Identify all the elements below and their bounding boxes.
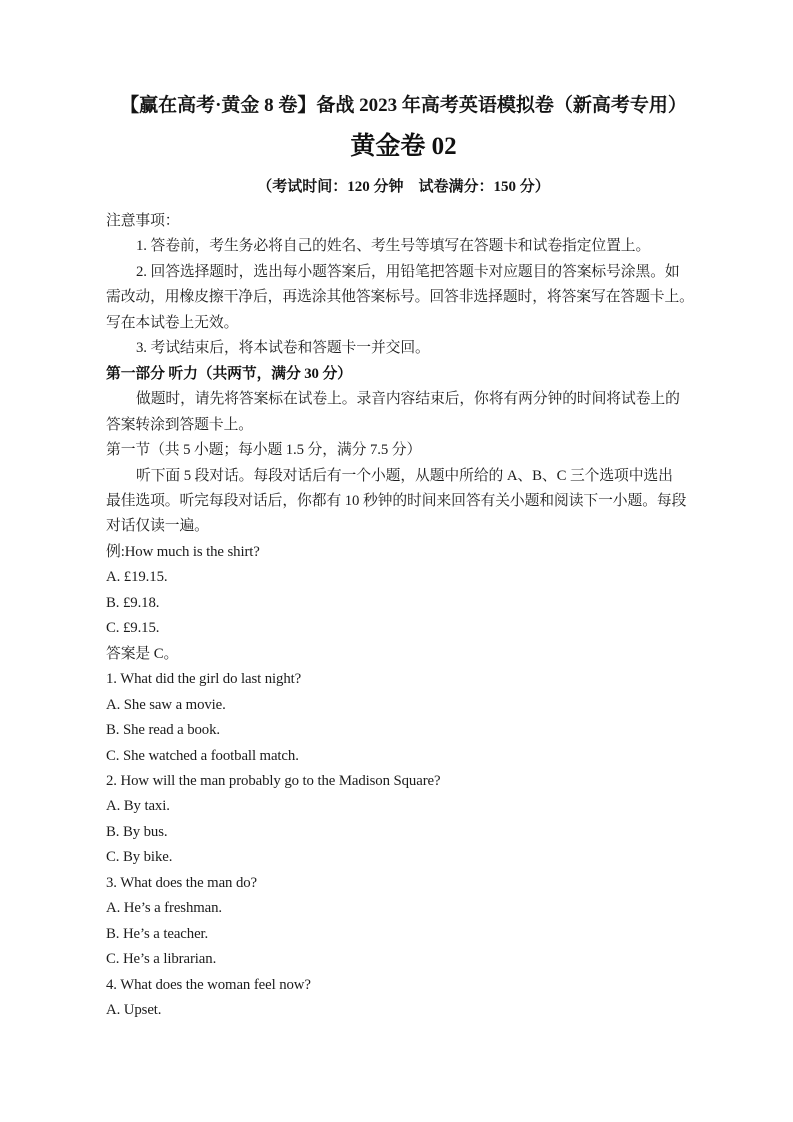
doc-line: C. She watched a football match. <box>106 747 299 764</box>
doc-line: 听下面 5 段对话。每段对话后有一个小题，从题中所给的 A、B、C 三个选项中选出 <box>136 467 673 484</box>
document-body <box>106 209 701 1024</box>
doc-line: 例:How much is the shirt? <box>106 543 260 560</box>
doc-line: C. £9.15. <box>106 620 160 637</box>
doc-line: 最佳选项。听完每段对话后，你都有 10 秒钟的时间来回答有关小题和阅读下一小题。每段 <box>106 492 687 509</box>
doc-line: A. Upset. <box>106 1002 162 1019</box>
doc-line: 3. 考试结束后，将本试卷和答题卡一并交回。 <box>136 340 430 357</box>
doc-line: C. He’s a librarian. <box>106 951 217 968</box>
doc-line: 2. 回答选择题时，选出每小题答案后，用铅笔把答题卡对应题目的答案标号涂黑。如 <box>136 263 680 280</box>
doc-line: 需改动，用橡皮擦干净后，再选涂其他答案标号。回答非选择题时，将答案写在答题卡上。 <box>106 289 694 306</box>
doc-line: A. He’s a freshman. <box>106 900 223 917</box>
doc-line: 2. How will the man probably go to the Madison Square? <box>106 772 441 789</box>
doc-line: A. By taxi. <box>106 798 170 815</box>
doc-line: B. He’s a teacher. <box>106 925 209 942</box>
doc-line: 1. What did the girl do last night? <box>106 671 302 688</box>
doc-line: B. £9.18. <box>106 594 160 611</box>
doc-line: 写在本试卷上无效。 <box>106 314 239 331</box>
doc-line: A. £19.15. <box>106 569 168 586</box>
doc-line: 4. What does the woman feel now? <box>106 976 311 993</box>
doc-line: 答案转涂到答题卡上。 <box>106 416 253 433</box>
exam-time-score-info: （考试时间：120 分钟 试卷满分：150 分） <box>257 179 550 195</box>
doc-line: C. By bike. <box>106 849 173 866</box>
doc-line: 第一节（共 5 小题；每小题 1.5 分，满分 7.5 分） <box>106 442 422 459</box>
doc-line: 注意事项： <box>106 213 180 229</box>
doc-line: 1. 答卷前，考生务必将自己的姓名、考生号等填写在答题卡和试卷指定位置上。 <box>136 238 651 255</box>
doc-line: A. She saw a movie. <box>106 696 226 713</box>
paper-volume-title: 黄金卷 02 <box>350 133 457 160</box>
doc-line: 3. What does the man do? <box>106 874 258 891</box>
doc-line: 对话仅读一遍。 <box>106 518 209 535</box>
doc-line: 第一部分 听力（共两节，满分 30 分） <box>106 365 352 382</box>
doc-line: B. By bus. <box>106 823 168 840</box>
doc-line: 做题时，请先将答案标在试卷上。录音内容结束后，你将有两分钟的时间将试卷上的 <box>136 391 680 408</box>
doc-line: 答案是 C。 <box>106 645 179 662</box>
paper-series-title: 【赢在高考·黄金 8 卷】备战 2023 年高考英语模拟卷（新高考专用） <box>120 95 687 116</box>
doc-line: B. She read a book. <box>106 722 220 739</box>
paper-header <box>106 94 701 197</box>
page-content <box>0 94 793 1024</box>
